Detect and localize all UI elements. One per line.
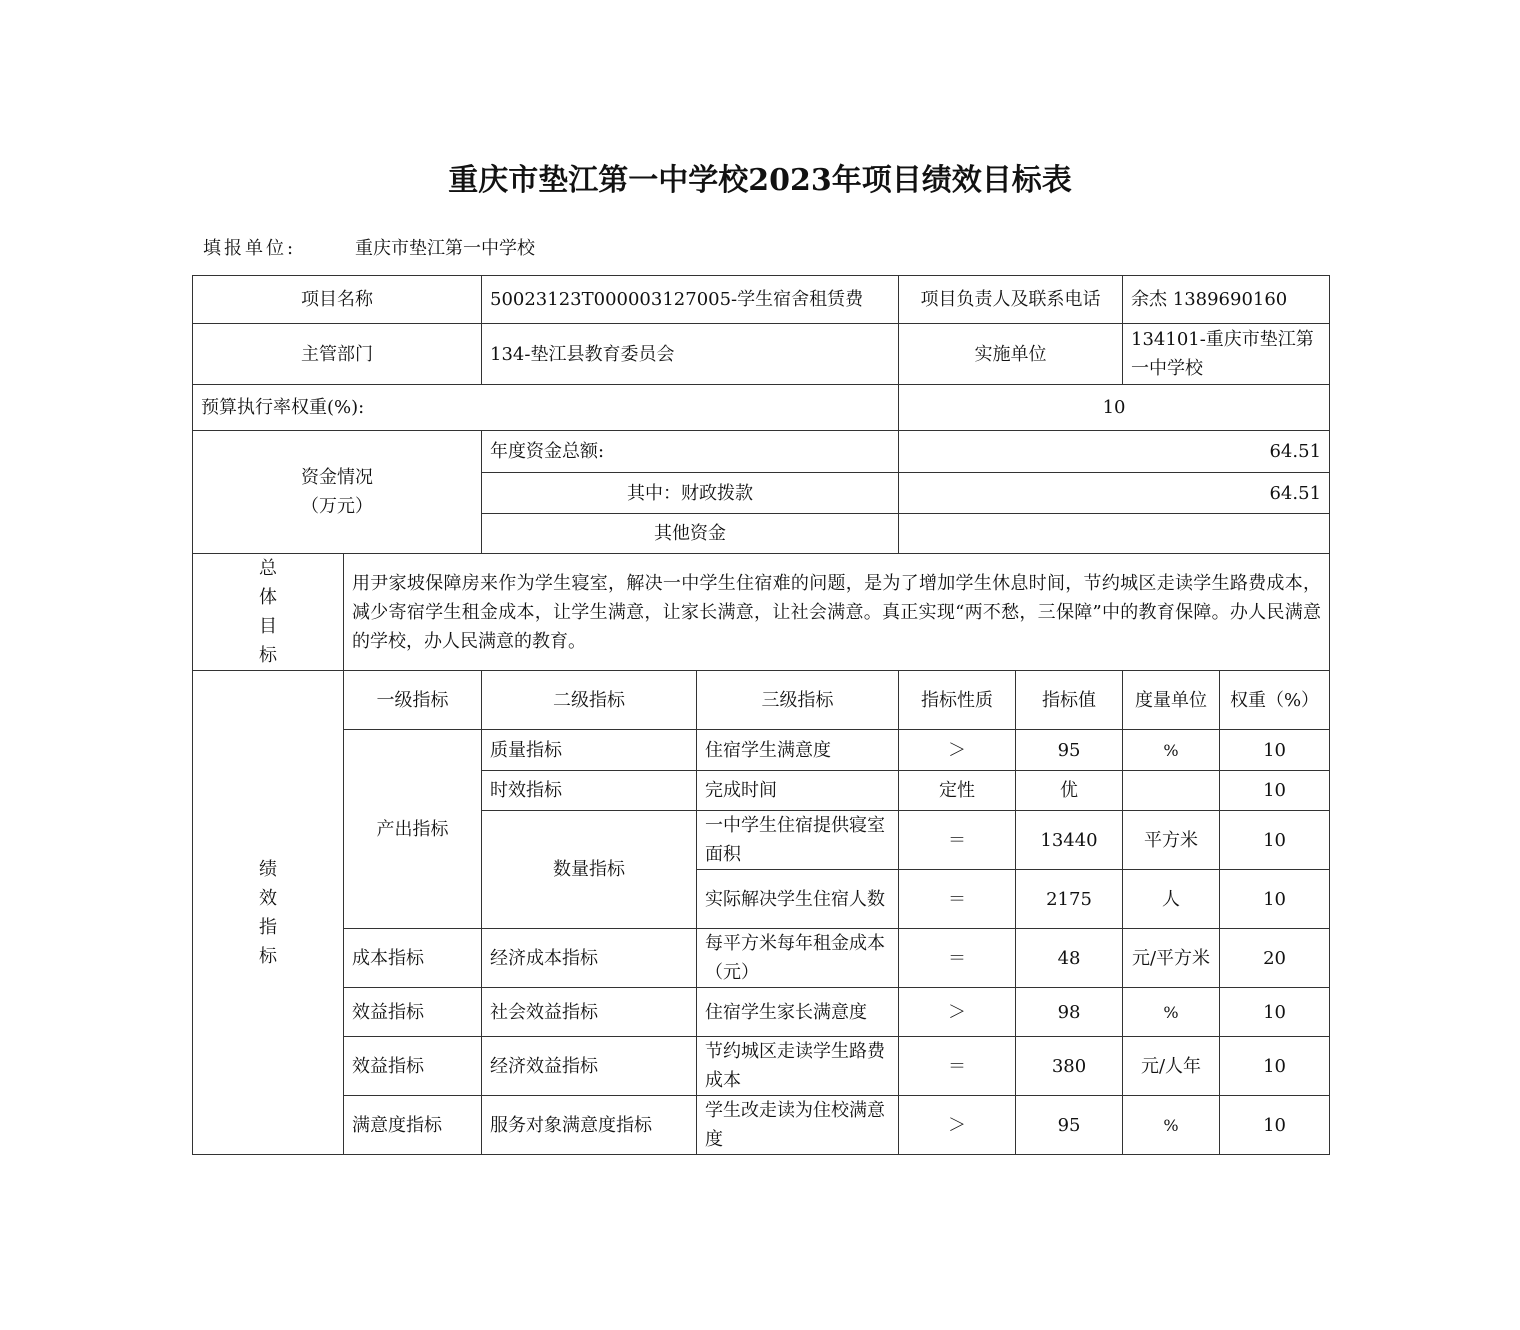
level1-cell: 成本指标 [344, 929, 482, 988]
indicator-label-char: 绩 [259, 858, 277, 880]
department-value: 134-垫江县教育委员会 [482, 324, 899, 385]
level3-cell: 实际解决学生住宿人数 [697, 870, 899, 929]
reporting-unit-label: 填报单位: [203, 238, 297, 259]
level2-cell: 服务对象满意度指标 [482, 1096, 697, 1155]
level3-cell: 节约城区走读学生路费成本 [697, 1037, 899, 1096]
project-name-label: 项目名称 [193, 276, 482, 324]
table-row [193, 1096, 1330, 1155]
page-title: 重庆市垫江第一中学校2023年项目绩效目标表 [448, 163, 1072, 198]
goal-label-char: 总 [259, 558, 277, 579]
goal-label-char: 体 [259, 587, 277, 608]
funds-fiscal-label: 其中：财政拨款 [482, 473, 899, 514]
overall-goal-label [193, 554, 344, 671]
level3-cell: 学生改走读为住校满意度 [697, 1096, 899, 1155]
budget-rate-row [193, 385, 1330, 431]
quantity-indicator-label: 数量指标 [482, 811, 697, 929]
reporting-unit-value: 重庆市垫江第一中学校 [355, 238, 535, 259]
nature-cell: ＞ [899, 730, 1016, 771]
level2-cell: 社会效益指标 [482, 988, 697, 1037]
nature-cell: ＝ [899, 1037, 1016, 1096]
level3-cell: 每平方米每年租金成本（元） [697, 929, 899, 988]
indicator-header-row [193, 671, 1330, 730]
value-cell: 2175 [1016, 870, 1123, 929]
table-row [193, 1037, 1330, 1096]
indicator-label-char: 标 [259, 945, 277, 967]
nature-cell: ＞ [899, 1096, 1016, 1155]
goal-label-char: 目 [259, 616, 277, 637]
level2-cell: 质量指标 [482, 730, 697, 771]
level3-cell: 一中学生住宿提供寝室面积 [697, 811, 899, 870]
level1-cell: 效益指标 [344, 988, 482, 1037]
header-level2: 二级指标 [482, 671, 697, 730]
level3-cell: 住宿学生满意度 [697, 730, 899, 771]
indicator-label-char: 效 [259, 887, 277, 909]
funds-label-line2: （万元） [301, 496, 373, 517]
performance-indicator-label [193, 671, 344, 1155]
weight-cell: 10 [1220, 1037, 1330, 1096]
output-indicator-label: 产出指标 [344, 730, 482, 929]
unit-cell: % [1123, 730, 1220, 771]
weight-cell: 10 [1220, 1096, 1330, 1155]
header-unit: 度量单位 [1123, 671, 1220, 730]
weight-cell: 10 [1220, 870, 1330, 929]
department-label: 主管部门 [193, 324, 482, 385]
indicator-label-char: 指 [259, 916, 277, 938]
project-owner-value: 余杰 1389690160 [1123, 276, 1330, 324]
overall-goal-row [193, 554, 1330, 671]
project-name-row [193, 276, 1330, 324]
level3-cell: 住宿学生家长满意度 [697, 988, 899, 1037]
reporting-unit [203, 234, 535, 260]
weight-cell: 10 [1220, 730, 1330, 771]
value-cell: 95 [1016, 1096, 1123, 1155]
level2-cell: 时效指标 [482, 771, 697, 811]
level1-cell: 满意度指标 [344, 1096, 482, 1155]
table-row [193, 929, 1330, 988]
funds-total-value: 64.51 [899, 431, 1330, 473]
budget-rate-label: 预算执行率权重(%): [193, 385, 899, 431]
funds-other-value [899, 514, 1330, 554]
header-weight: 权重（%） [1220, 671, 1330, 730]
funds-total-label: 年度资金总额: [482, 431, 899, 473]
nature-cell: 定性 [899, 771, 1016, 811]
nature-cell: ＝ [899, 870, 1016, 929]
unit-cell: 平方米 [1123, 811, 1220, 870]
funds-label-line1: 资金情况 [301, 467, 373, 488]
funds-other-label: 其他资金 [482, 514, 899, 554]
unit-cell: 元/人年 [1123, 1037, 1220, 1096]
header-level1: 一级指标 [344, 671, 482, 730]
funds-fiscal-value: 64.51 [899, 473, 1330, 514]
unit-cell [1123, 771, 1220, 811]
unit-cell: % [1123, 988, 1220, 1037]
value-cell: 48 [1016, 929, 1123, 988]
unit-cell: 元/平方米 [1123, 929, 1220, 988]
header-level3: 三级指标 [697, 671, 899, 730]
value-cell: 13440 [1016, 811, 1123, 870]
table-row [193, 730, 1330, 771]
weight-cell: 10 [1220, 811, 1330, 870]
nature-cell: ＞ [899, 988, 1016, 1037]
weight-cell: 10 [1220, 988, 1330, 1037]
funds-label [193, 431, 482, 554]
value-cell: 优 [1016, 771, 1123, 811]
level1-cell: 效益指标 [344, 1037, 482, 1096]
department-row [193, 324, 1330, 385]
overall-goal-text: 用尹家坡保障房来作为学生寝室，解决一中学生住宿难的问题，是为了增加学生休息时间，节约城区走读学生路费成本，减少寄宿学生租金成本，让学生满意，让家长满意，让社会满意。真正实现“两不愁，三保障”中的教育保障。办人民满意的学校，办人民满意的教育。 [344, 554, 1330, 671]
unit-cell: 人 [1123, 870, 1220, 929]
funds-total-row [193, 431, 1330, 473]
level2-cell: 经济效益指标 [482, 1037, 697, 1096]
nature-cell: ＝ [899, 929, 1016, 988]
implementing-unit-value: 134101-重庆市垫江第一中学校 [1123, 324, 1330, 385]
value-cell: 95 [1016, 730, 1123, 771]
value-cell: 98 [1016, 988, 1123, 1037]
goal-label-char: 标 [259, 645, 277, 666]
weight-cell: 20 [1220, 929, 1330, 988]
project-name-value: 50023123T000003127005-学生宿舍租赁费 [482, 276, 899, 324]
header-nature: 指标性质 [899, 671, 1016, 730]
value-cell: 380 [1016, 1037, 1123, 1096]
header-value: 指标值 [1016, 671, 1123, 730]
implementing-unit-label: 实施单位 [899, 324, 1123, 385]
level3-cell: 完成时间 [697, 771, 899, 811]
table-row [193, 988, 1330, 1037]
level2-cell: 经济成本指标 [482, 929, 697, 988]
budget-rate-value: 10 [899, 385, 1330, 431]
nature-cell: ＝ [899, 811, 1016, 870]
unit-cell: % [1123, 1096, 1220, 1155]
performance-target-table [192, 275, 1330, 1155]
weight-cell: 10 [1220, 771, 1330, 811]
project-owner-label: 项目负责人及联系电话 [899, 276, 1123, 324]
